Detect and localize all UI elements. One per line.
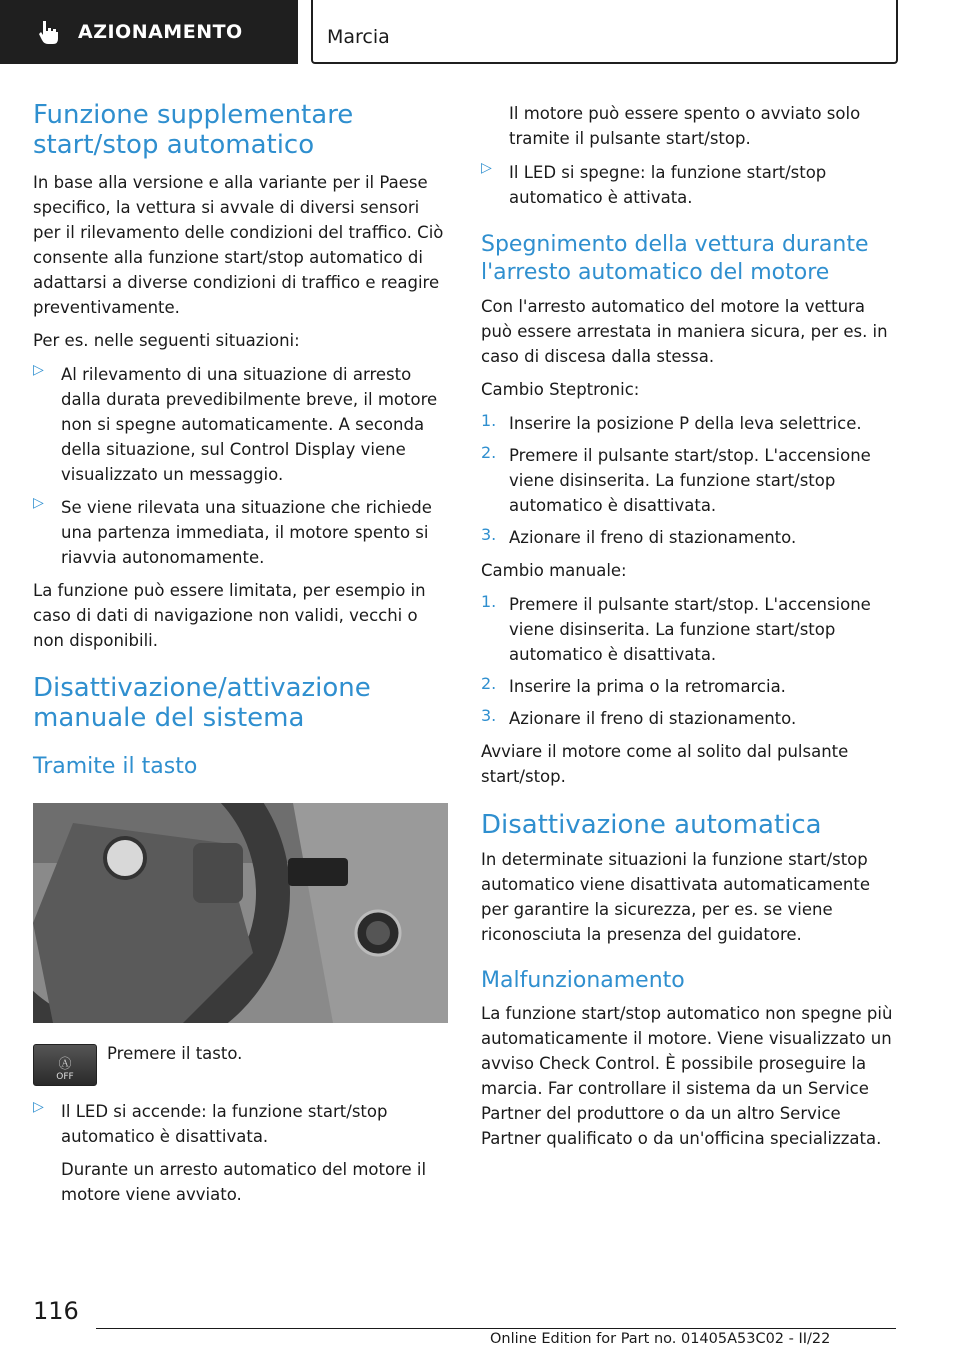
heading-button: Tramite il tasto	[33, 754, 198, 779]
bullet-text: Il LED si spegne: la funzione start/stop automatico è attivata.	[509, 163, 827, 207]
heading-manual: Disattivazione/attivazione manuale del sistema	[33, 673, 371, 733]
left-column	[33, 100, 448, 781]
bullet-item	[481, 160, 896, 210]
bullet-arrow-icon: ▷	[33, 362, 44, 378]
paragraph: Cambio manuale:	[481, 561, 627, 580]
list-item	[481, 443, 896, 518]
right-column	[481, 101, 896, 1151]
list-number: 1.	[481, 592, 497, 611]
bullet-item	[33, 1099, 448, 1207]
paragraph: Per es. nelle seguenti situazioni:	[33, 331, 300, 350]
steering-wheel-photo	[33, 803, 448, 1023]
paragraph: Il motore può essere spento o avviato solo tramite il pulsante start/stop.	[509, 104, 861, 148]
press-instruction: Premere il tasto.	[107, 1044, 243, 1063]
button-off-label: OFF	[56, 1072, 74, 1082]
heading-start-stop: Funzione supplementare start/stop automatico	[33, 100, 354, 160]
footer-divider	[96, 1328, 896, 1329]
paragraph: In base alla versione e alla variante per il Paese specifico, la vettura si avvale di diversi sensori per il rilevamento delle condizioni del traffico. Ciò consente alla funzione start/stop automatico di adattarsi a diverse condizioni di traffico e reagire preventivamente.	[33, 173, 444, 317]
list-item	[481, 592, 896, 667]
list-text: Azionare il freno di stazionamento.	[509, 528, 797, 547]
list-number: 3.	[481, 706, 497, 725]
bullet-text: Se viene rilevata una situazione che richiede una partenza immediata, il motore spento si riavvia autonomamente.	[61, 498, 432, 567]
list-item	[481, 674, 896, 699]
paragraph: La funzione start/stop automatico non spegne più automaticamente il motore. Viene visualizzato un avviso Check Control. È possibile proseguire la marcia. Far controllare il sistema da un Service Partner del produttore o da un altro Service Partner qualificato o da un'officina specializzata.	[481, 1004, 893, 1148]
list-number: 1.	[481, 411, 497, 430]
paragraph: Avviare il motore come al solito dal pulsante start/stop.	[481, 742, 849, 786]
list-number: 3.	[481, 525, 497, 544]
heading-fault: Malfunzionamento	[481, 968, 685, 993]
section-tab	[0, 0, 298, 64]
bullet-text: Durante un arresto automatico del motore il motore viene avviato.	[61, 1160, 427, 1204]
paragraph: La funzione può essere limitata, per esempio in caso di dati di navigazione non validi, vecchi o non disponibili.	[33, 581, 426, 650]
bullet-arrow-icon: ▷	[33, 495, 44, 511]
heading-auto-deactivation: Disattivazione automatica	[481, 810, 822, 840]
list-item	[481, 525, 896, 550]
page-number: 116	[33, 1297, 79, 1325]
heading-shutdown: Spegnimento della vettura durante l'arresto automatico del motore	[481, 232, 869, 285]
list-number: 2.	[481, 674, 497, 693]
subsection-box	[311, 0, 898, 64]
hand-pointer-icon	[34, 17, 64, 47]
list-text: Inserire la posizione P della leva selettrice.	[509, 414, 862, 433]
list-text: Premere il pulsante start/stop. L'accensione viene disinserita. La funzione start/stop automatico è disattivata.	[509, 595, 871, 664]
bullet-arrow-icon: ▷	[481, 160, 492, 176]
bullet-arrow-icon: ▷	[33, 1099, 44, 1115]
page-header	[0, 0, 960, 66]
paragraph: In determinate situazioni la funzione start/stop automatico viene disattivata automaticamente per garantire la sicurezza, per es. se viene riconosciuta la presenza del guidatore.	[481, 850, 870, 944]
bullet-text: Il LED si accende: la funzione start/stop automatico è disattivata.	[61, 1102, 388, 1146]
list-text: Inserire la prima o la retromarcia.	[509, 677, 786, 696]
list-text: Azionare il freno di stazionamento.	[509, 709, 797, 728]
paragraph: Con l'arresto automatico del motore la vettura può essere arrestata in maniera sicura, per es. in caso di discesa dalla stessa.	[481, 297, 888, 366]
footer-edition: Online Edition for Part no. 01405A53C02 - II/22	[490, 1331, 831, 1347]
bullet-text: Al rilevamento di una situazione di arresto dalla durata prevedibilmente breve, il motore non si spegne automaticamente. A seconda della situazione, sul Control Display viene visualizzato un messaggio.	[61, 365, 438, 484]
subsection-title: Marcia	[327, 26, 390, 48]
bullet-item	[33, 362, 448, 487]
list-item	[481, 411, 896, 436]
list-item	[481, 706, 896, 731]
section-title: AZIONAMENTO	[78, 21, 243, 43]
list-text: Premere il pulsante start/stop. L'accensione viene disinserita. La funzione start/stop automatico è disattivata.	[509, 446, 871, 515]
paragraph: Cambio Steptronic:	[481, 380, 640, 399]
bullet-item	[33, 495, 448, 570]
left-column-lower	[33, 1041, 448, 1207]
list-number: 2.	[481, 443, 497, 462]
steering-wheel-image	[33, 803, 448, 1023]
button-a-icon: Ⓐ	[58, 1057, 72, 1072]
